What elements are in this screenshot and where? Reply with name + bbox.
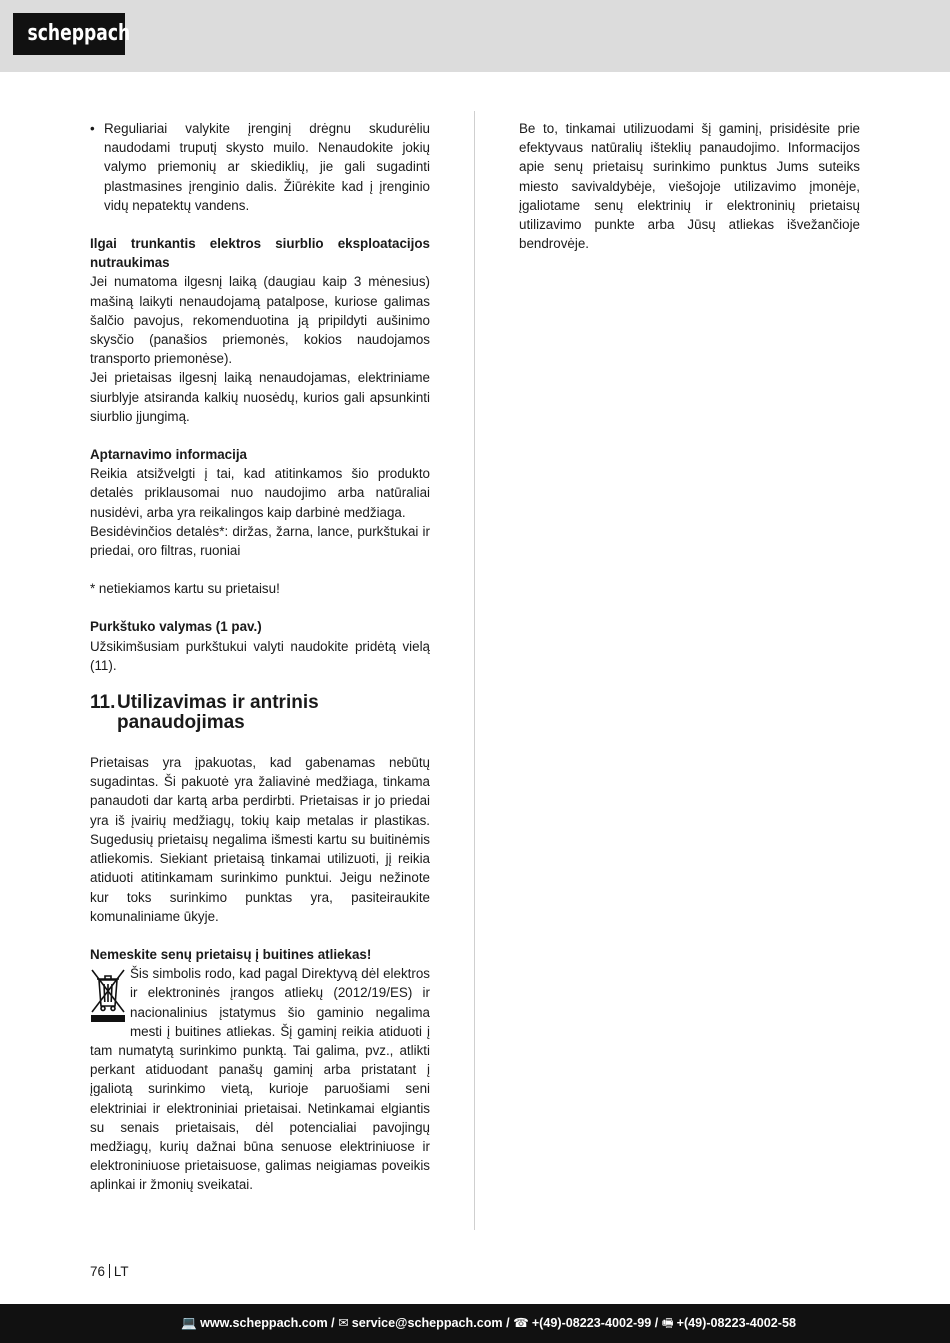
recycling-paragraph: Be to, tinkamai utilizuodami šį gaminį, prisidėsite prie efektyvaus natūralių išteklių panaudojimo. Informacijos apie senų prietaisų surinkimo punktus Jums suteiks miesto savivaldybėje, viešojoje utilizavimo įmonėje, įgaliotame senų elektrinių ir elektroninių prietaisų utilizavimo punkte arba Jūsų atliekas išvežančioje bendrovėje. [519,121,860,252]
section-title: Utilizavimas ir antrinis panaudojimas [117,692,319,734]
crossed-out-bin-icon [90,966,126,1024]
footer-bar: 💻 www.scheppach.com / ✉ service@scheppach.com / ☎ +(49)-08223-4002-99 / 🖷 +(49)-08223-4002-58 [0,1304,950,1343]
page-number-value: 76 [90,1264,105,1279]
footnote: * netiekiamos kartu su prietaisu! [90,581,280,597]
service-paragraph-2: Besidėvinčios detalės*: diržas, žarna, lance, purkštukai ir priedai, oro filtras, ruoniai [90,523,430,559]
footer-fax: +(49)-08223-4002-58 [676,1316,796,1330]
storage-heading: Ilgai trunkantis elektros siurblio eksploatacijos nutraukimas [90,236,430,271]
storage-paragraph-1: Jei numatoma ilgesnį laiką (daugiau kaip 3 mėnesius) mašiną laikyti nenaudojamą patalpose, kuriose galimas šalčio pavojus, rekomenduotina ją pripildyti aušinimo skysčio (panašios priemonės, kokios naudojamos transporto priemonėse). [90,274,430,367]
fax-icon: 🖷 [661,1316,674,1330]
computer-icon: 💻 [181,1316,198,1330]
phone-icon: ☎ [513,1316,529,1330]
service-paragraph-1: Reikia atsižvelgti į tai, kad atitinkamos šio produkto detalės priklausomai nuo naudojimo arba natūraliai nusidėvi, arba yra reikalingos kaip darbinė medžiaga. [90,466,430,520]
service-heading: Aptarnavimo informacija [90,447,248,463]
footer-phone: +(49)-08223-4002-99 [531,1316,652,1330]
list-item [90,119,430,215]
column-divider [474,111,475,1230]
section-heading [90,693,430,733]
storage-paragraph-2: Jei prietaisas ilgesnį laiką nenaudojamas, elektriniame siurblyje atsiranda kalkių nuosėdų, kurios gali apsunkinti siurblio įjungimą. [90,370,430,424]
footer-email[interactable]: service@scheppach.com [351,1316,503,1330]
weee-block [90,964,430,1194]
nozzle-paragraph: Užsikimšusiam purkštukui valyti naudokite pridėtą vielą (11). [90,638,430,673]
disposal-paragraph: Prietaisas yra įpakuotas, kad gabenamas nebūtų sugadintas. Ši pakuotė yra žaliavinė medžiaga, tinkama panaudoti dar kartą arba perdirbti. Prietaisas ir jo priedai yra iš įvairių medžiagų, tokių kaip metalas ir plastikas. Sugedusių prietaisų negalima išmesti kartu su buitinėmis atliekomis. Siekiant prietaisą tinkamai utilizuoti, jį reikia atiduoti atitinkamam surinkimo punktui. Jeigu nežinote kur toks surinkimo punktas yra, pasiteiraukite komunaliniame ūkyje. [90,755,430,924]
scheppach-logo: scheppach [13,13,125,55]
page-language: LT [113,1264,129,1279]
left-column [90,119,430,1195]
nozzle-heading: Purkštuko valymas (1 pav.) [90,619,262,635]
right-column [519,119,860,253]
cleaning-text: Reguliariai valykite įrenginį drėgnu skudurėliu naudodami truputį skysto muilo. Nenaudokite jokių valymo priemonių ar skiediklių, jie gali sugadinti plastmasines įrenginio dalis. Žiūrėkite kad į įrenginio vidų nepatektų vandens. [104,121,430,213]
header-band [0,0,950,72]
email-icon: ✉ [338,1316,349,1330]
section-number: 11. [90,692,116,714]
footer-website[interactable]: www.scheppach.com [200,1316,328,1330]
weee-heading: Nemeskite senų prietaisų į buitines atliekas! [90,946,372,962]
bullet-icon: • [90,121,95,136]
page-number-separator [109,1264,110,1278]
weee-paragraph: Šis simbolis rodo, kad pagal Direktyvą dėl elektros ir elektroninės įrangos atliekų (2012/19/ES) ir nacionalinius įstatymus šio gaminio negalima mesti į buitines atliekas. Šį gaminį reikia atiduoti į tam numatytą surinkimo punktą. Tai galima, pvz., atlikti perkant atiduodant panašų gaminį arba pristatant į įgaliotą surinkimo vietą, kurioje paruošiami seni elektriniai ir elektroniniai prietaisai. Netinkamai elgiantis su senais prietaisais, dėl potencialiai pavojingų medžiagų, kurių dažnai būna senuose elektriniuose ir elektroniniuose prietaisuose, galimas neigiamas poveikis aplinkai ir žmonių sveikatai. [90,966,430,1193]
page-number [90,1264,129,1279]
